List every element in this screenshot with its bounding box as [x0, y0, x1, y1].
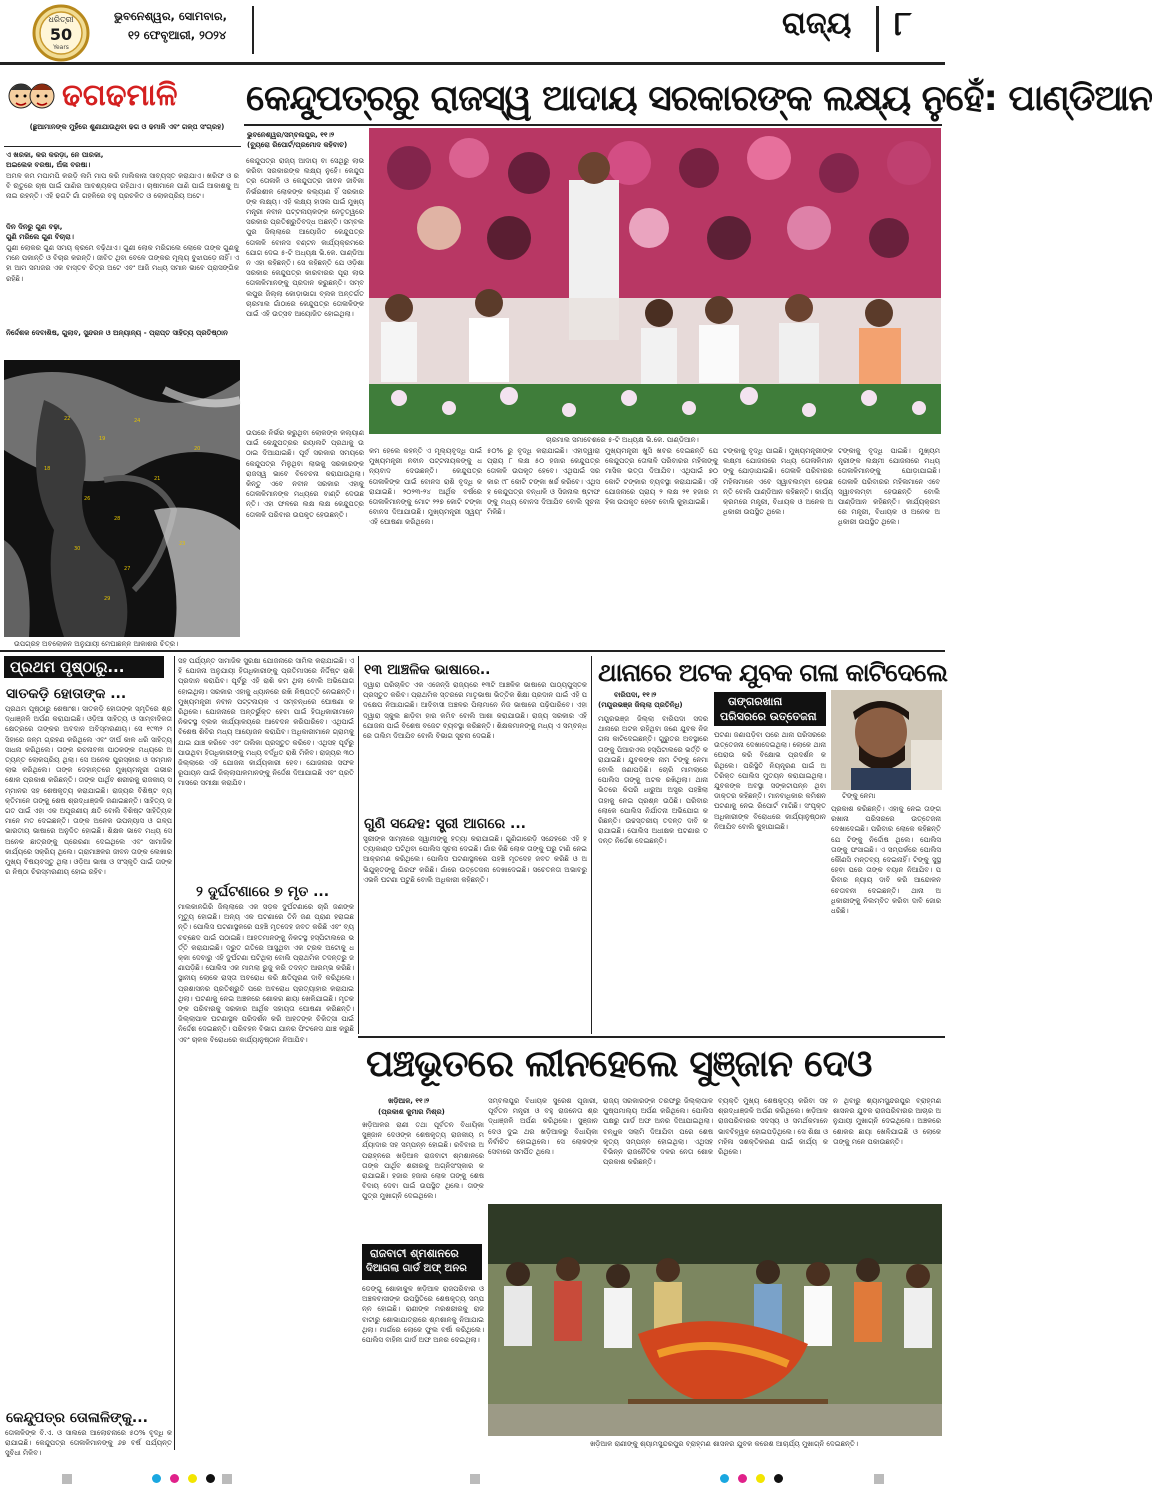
- lead-dateline: ଭୁବନେଶ୍ୱର/ସମ୍ବଲପୁର, ୧୧।୨: [247, 131, 335, 139]
- funeral-sub-line-1: ରାଜବାଟୀ ଶ୍ମଶାନରେ: [370, 1247, 459, 1260]
- funeral-col-1: ଖଡ଼ିଆଳର ରାଣୀ ତଥା ପୂର୍ବତନ ବିଧାୟିକା ସୁଞ୍ଜାନ ଦେଓଙ୍କ ଶେଷକୃତ୍ୟ ରାଜକୀୟ ମର୍ଯ୍ୟାଦାର ସହ ସମ୍ପନ୍ନ ହୋଇଛି। ରବିବାର ଅପରାହ୍ନରେ ଖଡ଼ିଆଳ ରାଜବାଟୀ ଶ୍ମଶାନରେ ତାଙ୍କ ପାର୍ଥିବ ଶରୀରକୁ ଅଗ୍ନିସଂସ୍କାର କରାଯାଇଛି। ହଜାର ହଜାର ଲୋକ ତାଙ୍କୁ ଶେଷ ବିଦାୟ ଦେବା ପାଇଁ ଉପସ୍ଥିତ ଥିଲେ। ତାଙ୍କ ପୁତ୍ର ମୁଖାଗ୍ନି ଦେଇଥିଲେ।: [362, 1121, 484, 1201]
- masthead-city-day: ଭୁବନେଶ୍ୱର, ସୋମବାର,: [114, 9, 227, 23]
- svg-text:18: 18: [44, 466, 51, 472]
- funeral-photo: [488, 1204, 942, 1436]
- lead-col-2: କମ ହେଲେ କହନ୍ତି ଏ ମୂଲ୍ୟବୃଦ୍ଧି ପାଇଁ ମୁଖ୍ୟମନ୍ତ୍ରୀ ନବୀନ ପଟ୍ଟନାୟକଙ୍କୁ ଧନ୍ୟବାଦ ଦେଉଛନ୍ତି। କେନ୍ଦୁପତ୍ର ତୋଳାଳିଙ୍କ ପାଇଁ ବୋନସ ରାଶି ବୃଦ୍ଧି କରାଯାଇଛି। ୨୦୨୩-୨୪ ଆର୍ଥିକ ବର୍ଷରେ ତୋଳାଳିମାନଙ୍କୁ ମୋଟ ୨୨୭ କୋଟି ଟଙ୍କା ବୋନସ ଦିଆଯାଉଛି। ମୁଖ୍ୟମନ୍ତ୍ରୀ ସ୍ୱୟଂ ଏହି ଘୋଷଣା କରିଥିଲେ।: [369, 447, 482, 527]
- svg-text:20: 20: [194, 446, 201, 452]
- thana-tag-line-2: ପରିସରରେ ଉତ୍ତେଜନା: [720, 710, 817, 723]
- funeral-col-5: ନ ଥିବାରୁ ଶ୍ୟାମସୁନ୍ଦରପୁର ବ୍ରାହ୍ମଣ ଶାସନର ଯୁବକ ରାଜପରିବାରର ଆଚାର ଅନୁଯାୟୀ ମୁଖାଗ୍ନି ଦେଇଥିଲେ। ଅଞ୍ଚଳରେ ଶୋକର ଛାୟା ଖେଳିଯାଇଛି ଓ ଲୋକେ ତାଙ୍କୁ ମନେ ପକାଉଛନ୍ତି।: [833, 1097, 941, 1146]
- column-body-1: ଅମଳ କମ ମପାମପି କରଡ଼ି ଲମି ମାପ କରି ମାଲିକାନା ସାବ୍ୟସ୍ତ କରାଯାଏ। ଖରିଫ ଓ ରବି ଋତୁରେ ଚାଷ ପାଇଁ ପାଣିର ଆବଶ୍ୟକତା ରହିଥାଏ। ଚାଷୀମାନେ ପାଣି ପାଇଁ ଆକାଶକୁ ଅନାଇ ରହନ୍ତି। ଏହି ଢଗଟି ଗାଁ ଗହଳିରେ ବହୁ ପ୍ରଚଳିତ ଓ ଲୋକପ୍ରିୟ ଅଟେ।: [6, 172, 239, 201]
- registration-square-left: [62, 1474, 72, 1484]
- story-kendupatra-title: କେନ୍ଦୁପତ୍ର ତୋଳାଳିଙ୍କୁ...: [6, 1410, 148, 1426]
- verse-line-3: ଦିନ ଦିନରୁ ଗୁଣ ବଢ଼ା,: [6, 223, 63, 231]
- funeral-byline: (ପ୍ରକାଶ କୁମାର ମିଶ୍ର): [378, 1108, 445, 1116]
- registration-dot-magenta-2: [738, 1474, 747, 1483]
- lead-photo-caption: ଚାରମାଲ ସମାବେଶରେ ୫-ଟି ଅଧ୍ୟକ୍ଷ ଭି.କେ. ପାଣ୍ଡିଆନ।: [546, 436, 699, 444]
- funeral-col-3: ରାଜ୍ୟ ସରକାରଙ୍କ ତରଫରୁ ଜିଲ୍ଲାପାଳ ପୁଷ୍ପମାଲ୍ୟ ଅର୍ପଣ କରିଥିଲେ। ପୋଲିସ ପକ୍ଷରୁ ଗାର୍ଡ ଅଫ ଅନର ଦିଆଯାଇଥିଲା। ବନ୍ଧୁକ ସଲାମି ଦିଆଯିବା ପରେ ଶେଷକୃତ୍ୟ ସମ୍ପନ୍ନ ହୋଇଥିଲା। ଏଥିସହ ବିଭିନ୍ନ ରାଜନୈତିକ ଦଳର ନେତା ଶୋକ ପ୍ରକାଶ କରିଛନ୍ତି।: [603, 1097, 713, 1167]
- funeral-col-4: ବ୍ୟକ୍ତି ମୁଖ୍ୟ ଶେଷକୃତ୍ୟ କରିବା ସହ ଶ୍ରଦ୍ଧାଞ୍ଜଳି ଅର୍ପଣ କରିଥିଲେ। ଖଡ଼ିଆଳ ରାଜପରିବାରର ସଦସ୍ୟ ଓ ସମର୍ଥକମାନେ ଭାବବିହ୍ୱଳ ହୋଇପଡ଼ିଥିଲେ। ସେ ଶିକ୍ଷା ଓ ମହିଳା ସଶକ୍ତିକରଣ ପାଇଁ କାର୍ଯ୍ୟ କରିଥିଲେ।: [718, 1097, 828, 1157]
- thana-tag-box: [714, 692, 826, 726]
- story-kendupatra-body: ତୋଳାଳିଙ୍କ ବି.ଏ. ଓ ସାଲରେ ଆଲୋଚନାରେ ୫୦% ବୃଦ୍ଧି କରାଯାଇଛି। କେନ୍ଦୁପତ୍ର ତୋଳାଳିମାନଙ୍କୁ ୬୭ ବର୍ଷ ପର୍ଯ୍ୟନ୍ତ ସୁବିଧା ମିଳିବ।: [5, 1429, 172, 1458]
- svg-text:Years: Years: [53, 44, 69, 51]
- svg-text:50: 50: [49, 25, 73, 44]
- story-accident-title: ୨ ଦୁର୍ଘଟଣାରେ ୭ ମୃତ ...: [196, 884, 330, 900]
- lead-col-4: ମୁଖ୍ୟମନ୍ତ୍ରୀ ଖୁସି ଖବର ଦେଇଛନ୍ତି ଯେ କେନ୍ଦୁପତ୍ର ତୋଳାଳି ପରିବାରର ମହିଳାଙ୍କୁ ମାସିକ ଭତ୍ତା ଦିଆଯିବ। ଏଥିପାଇଁ ୭୦ କୋଟି ଟଙ୍କାର ବ୍ୟବସ୍ଥା କରାଯାଇଛି। ଏହି ଯୋଜନାରେ ପ୍ରାୟ ୨ ଲକ୍ଷ ୨୧ ହଜାର ମହିଳା ଉପକୃତ ହେବେ ବୋଲି କୁହାଯାଇଛି।: [605, 447, 718, 507]
- column-intro: (ଛୁଆମାନଙ୍କ ମୁହଁରେ ଶୁଣାଯାଉଥିବା ଢଗ ଓ ଢମାଳି ଏବଂ ଗଳ୍ପ ସଂଗ୍ରହ): [29, 123, 225, 131]
- svg-text:29: 29: [104, 596, 111, 602]
- story-satkadi-title: ସାତକଡ଼ି ହୋତାଙ୍କ ...: [6, 686, 127, 702]
- lead-col-3: ୫୦% ରୁ ବୃଦ୍ଧି କରାଯାଇଛି। ଏହାଦ୍ୱାରା ପ୍ରାୟ ୮ ଲକ୍ଷ ୫୦ ହଜାର କେନ୍ଦୁପତ୍ର ତୋଳାଳି ଉପକୃତ ହେବେ। ଏଥିପାଇଁ ସରକାର ୯୮ କୋଟି ଟଙ୍କା ଖର୍ଚ୍ଚ କରିବେ। ଏଥିସହ କେନ୍ଦୁପତ୍ର ବନ୍ଧାଳି ଓ ସିଜନାଲ ଷ୍ଟାଫଙ୍କୁ ମଧ୍ୟ ବୋନସ ଦିଆଯିବ ବୋଲି ସୂଚନା ମିଳିଛି।: [487, 447, 600, 517]
- registration-square-mid-left: [222, 1474, 232, 1484]
- svg-text:19: 19: [99, 436, 106, 442]
- cartoon-faces-icon: [6, 76, 56, 118]
- thana-photo-caption: ଟିଙ୍କୁ ନେମା: [842, 792, 876, 800]
- first-page-label-box: [4, 656, 164, 678]
- verse-line-2: ଅଇଲେକ ବରଷା, ଅଁଳା ବରଷା।: [6, 161, 91, 169]
- svg-text:21: 21: [154, 476, 161, 482]
- svg-text:26: 26: [84, 496, 91, 502]
- dharitri-50-logo: [22, 3, 100, 63]
- funeral-col-2: ସମ୍ବଲପୁର ବିଧାୟକ ସୁରେଶ ପୂଜାରୀ, ପୂର୍ବତନ ମନ୍ତ୍ରୀ ଓ ବହୁ ରାଜନେତା ଶ୍ରଦ୍ଧାଞ୍ଜଳି ଅର୍ପଣ କରିଥିଲେ। ସୁଞ୍ଜାନ ଦେଓ ଦୁଇ ଥର ଖଡ଼ିଆଳରୁ ବିଧାୟିକା ନିର୍ବାଚିତ ହୋଇଥିଲେ। ସେ ଲୋକଙ୍କ ସେବାରେ ସମର୍ପିତ ଥିଲେ।: [488, 1097, 598, 1157]
- funeral-photo-caption: ଖଡ଼ିଆଳ ରାଣୀଙ୍କୁ ଶ୍ୟାମସୁନ୍ଦରପୁର ବ୍ରାହ୍ମଣ ଶାସନର ଯୁବକ କରେଶ ଆଚାର୍ଯ୍ୟ ମୁଖାଗ୍ନି ଦେଇଛନ୍ତି।: [590, 1440, 858, 1448]
- svg-text:ଧରିତ୍ରୀ: ଧରିତ୍ରୀ: [48, 15, 74, 24]
- story-middle-body: ସହ ପର୍ଯ୍ୟନ୍ତ ସାମାଜିକ ସୁରକ୍ଷା ଯୋଜନାରେ ସାମିଲ କରାଯାଇଛି। ଏହି ଯୋଜନା ଅନୁଯାୟୀ ହିତାଧିକାରୀଙ୍କୁ ପ୍ରତିମାସରେ ନିର୍ଦ୍ଦିଷ୍ଟ ରାଶି ପ୍ରଦାନ କରାଯିବ। ପୂର୍ବରୁ ଏହି ରାଶି କମ ଥିଲା ବୋଲି ଅଭିଯୋଗ ହୋଇଥିଲା। ସରକାର ଏହାକୁ ଧ୍ୟାନରେ ରଖି ନିଷ୍ପତ୍ତି ନେଇଛନ୍ତି। ମୁଖ୍ୟମନ୍ତ୍ରୀ ନବୀନ ପଟ୍ଟନାୟକ ଏ ସମ୍ବନ୍ଧରେ ଘୋଷଣା କରିଥିଲେ। ଯୋଜନାରେ ଅନ୍ତର୍ଭୁକ୍ତ ହେବା ପାଇଁ ହିତାଧିକାରୀମାନେ ନିକଟସ୍ଥ ବ୍ଲକ କାର୍ଯ୍ୟାଳୟରେ ଆବେଦନ କରିପାରିବେ। ଏଥିପାଇଁ ବିଶେଷ ଶିବିର ମଧ୍ୟ ଆୟୋଜନ କରାଯିବ। ଅଧିକାରୀମାନେ ଗ୍ରାମକୁ ଯାଇ ଯାଞ୍ଚ କରିବେ ଏବଂ ତାଲିକା ପ୍ରସ୍ତୁତ କରିବେ। ଏଥିସହ ପୂର୍ବରୁ ପାଉଥିବା ହିତାଧିକାରୀଙ୍କୁ ମଧ୍ୟ ବର୍ଦ୍ଧିତ ରାଶି ମିଳିବ। ରାଜ୍ୟର ୩୦ ଜିଲ୍ଲାରେ ଏହି ଯୋଜନା କାର୍ଯ୍ୟକାରୀ ହେବ। ଯୋଜନାର ସଫଳ ରୂପାୟନ ପାଇଁ ଜିଲ୍ଲାପାଳମାନଙ୍କୁ ନିର୍ଦ୍ଦେଶ ଦିଆଯାଇଛି ଏବଂ ପ୍ରତି ମାସରେ ସମୀକ୍ଷା କରାଯିବ।: [178, 657, 354, 788]
- funeral-dateline: ଖଡ଼ିଆଳ, ୧୧।୨: [388, 1097, 430, 1105]
- story-accident-body: ମାଲକାନଗିରି ଜିଲ୍ଲାରେ ଏକ ସଡ଼କ ଦୁର୍ଘଟଣାରେ ଚାରି ଜଣଙ୍କ ମୃତ୍ୟୁ ହୋଇଛି। ଅନ୍ୟ ଏକ ଘଟଣାରେ ତିନି ଜଣ ପ୍ରାଣ ହରାଇଛନ୍ତି। ପୋଲିସ ଘଟଣାସ୍ଥଳରେ ପହଞ୍ଚି ମୃତଦେହ ଜବତ କରିଛି ଏବଂ ବ୍ୟବଚ୍ଛେଦ ପାଇଁ ପଠାଇଛି। ଆହତମାନଙ୍କୁ ନିକଟସ୍ଥ ହସ୍ପିଟାଲରେ ଭର୍ତ୍ତି କରାଯାଇଛି। ଦ୍ରୁତ ଗତିରେ ଆସୁଥିବା ଏକ ଟ୍ରକ ଅଟୋକୁ ଧକ୍କା ଦେବାରୁ ଏହି ଦୁର୍ଘଟଣା ଘଟିଥିଲା ବୋଲି ପ୍ରାଥମିକ ତଦନ୍ତରୁ ଜଣାପଡ଼ିଛି। ପୋଲିସ ଏକ ମାମଲା ରୁଜୁ କରି ତଦନ୍ତ ଆରମ୍ଭ କରିଛି। ସ୍ଥାନୀୟ ଲୋକେ ରାସ୍ତା ଅବରୋଧ କରି କ୍ଷତିପୂରଣ ଦାବି କରିଥିଲେ। ପ୍ରଶାସନର ପ୍ରତିଶ୍ରୁତି ପରେ ଅବରୋଧ ପ୍ରତ୍ୟାହାର କରାଯାଇଥିଲା। ଘଟଣାକୁ ନେଇ ଅଞ୍ଚଳରେ ଶୋକର ଛାୟା ଖେଳିଯାଇଛି। ମୃତକଙ୍କ ପରିବାରକୁ ସରକାର ଆର୍ଥିକ ସହାୟତା ଘୋଷଣା କରିଛନ୍ତି। ଜିଲ୍ଲାପାଳ ଘଟଣାସ୍ଥଳ ପରିଦର୍ଶନ କରି ଆହତଙ୍କ ଚିକିତ୍ସା ପାଇଁ ନିର୍ଦ୍ଦେଶ ଦେଇଛନ୍ତି। ପରିବହନ ବିଭାଗ ଯାନର ଫିଟନେସ ଯାଞ୍ଚ କରୁଛି ଏବଂ ଚାଳକ ବିରୋଧରେ କାର୍ଯ୍ୟାନୁଷ୍ଠାନ ନିଆଯିବ।: [178, 903, 354, 1044]
- lead-col-1: ଉପରେ ନିର୍ଭର କରୁଥିବା ଲୋକଙ୍କ କଲ୍ୟାଣ ପାଇଁ କେନ୍ଦୁପତ୍ରର ରୟାଲଟି ପ୍ରଥାକୁ ଉଠାଇ ଦିଆଯାଇଛି। ପୂର୍ବ ସରକାର ସମୟରେ କେନ୍ଦୁପତ୍ର ମିଳୁଥିବା ଲାଭକୁ ସରକାରଙ୍କ ରାଜସ୍ୱ ଭାବେ ବିବେଚନା କରାଯାଉଥିଲା। କିନ୍ତୁ ଏବେ ନବୀନ ସରକାର ଏହାକୁ ତୋଳାଳିମାନଙ୍କ ମଧ୍ୟରେ ବାଣ୍ଟି ଦେଉଛନ୍ତି। ଏହା ଫଳରେ ଲକ୍ଷ ଲକ୍ଷ କେନ୍ଦୁପତ୍ର ତୋଳାଳି ପରିବାର ଉପକୃତ ହେଉଛନ୍ତି।: [246, 429, 364, 519]
- column-body-2: ଗୁଣୀ ଲୋକର ଗୁଣ ସମୟ କ୍ରମେ ବଢ଼ିଥାଏ। ଗୁଣୀ ଲୋକ ମରିଗଲେ ଲୋକେ ତାଙ୍କ ଗୁଣକୁ ମନେ ପକାନ୍ତି ଓ ବିଚାର କରନ୍ତି। ଜୀବିତ ଥିବା ବେଳେ ତାଙ୍କର ମୂଲ୍ୟ ବୁଝାପଡ଼େ ନାହିଁ। ଏହା ଆମ ସମାଜର ଏକ ବାସ୍ତବ ଚିତ୍ର ଅଟେ ଏବଂ ଆଜି ମଧ୍ୟ ସମାନ ଭାବେ ପ୍ରାସଙ୍ଗିକ ରହିଛି।: [6, 244, 239, 283]
- svg-text:22: 22: [64, 416, 71, 422]
- lead-byline: (ବ୍ୟୁରୋ ରିପୋର୍ଟ/ପ୍ରମୋଦ କହିବାଚ): [247, 141, 348, 149]
- thana-headline: ଥାନାରେ ଅଟକ ଯୁବକ ଗଳା କାଟିଦେଲେ: [598, 658, 947, 687]
- first-page-label: ପ୍ରଥମ ପୃଷ୍ଠାରୁ...: [10, 658, 125, 676]
- verse-line-4: ଗୁଣି ମରିଲେ ଗୁଣ ବିଚାରା।: [6, 233, 74, 241]
- registration-dot-magenta: [170, 1474, 179, 1483]
- thana-dateline: ବାରିପଦା, ୧୧।୨: [614, 691, 657, 699]
- lead-col-6: [838, 446, 940, 636]
- story-guni-body: ସ୍ତ୍ରୀଙ୍କ ସାମ୍ନାରେ ସ୍ୱାମୀଙ୍କୁ ହତ୍ୟା କରାଯାଇଛି। ଗୁଣିଗାରେଡ଼ି ସନ୍ଦେହରେ ଏହି ହତ୍ୟାକାଣ୍ଡ ଘଟିଥିବା ପୋଲିସ ସୂଚନା ଦେଇଛି। ଗାଁର କିଛି ଲୋକ ତାଙ୍କୁ ଘରୁ ଟାଣି ନେଇ ଆକ୍ରମଣ କରିଥିଲେ। ପୋଲିସ ଘଟଣାସ୍ଥଳରେ ପହଞ୍ଚି ମୃତଦେହ ଜବତ କରିଛି ଓ ଅଭିଯୁକ୍ତଙ୍କୁ ଗିରଫ କରିଛି। ଗାଁରେ ଉତ୍ତେଜନା ଦେଖାଦେଇଛି। ସଚେତନତା ଅଭାବରୁ ଏଭଳି ଘଟଣା ଘଟୁଛି ବୋଲି ଅଧିକାରୀ କହିଛନ୍ତି।: [363, 835, 587, 884]
- thana-col-2: ଘଟଣା ଜଣାପଡ଼ିବା ପରେ ଥାନା ପରିସରରେ ଉତ୍ତେଜନା ଦେଖାଦେଇଥିଲା। ଲୋକେ ଥାନା ଘେରାଉ କରି ବିକ୍ଷୋଭ ପ୍ରଦର୍ଶନ କରିଥିଲେ। ପରିସ୍ଥିତି ନିୟନ୍ତ୍ରଣ ପାଇଁ ଅତିରିକ୍ତ ପୋଲିସ ମୁତୟନ କରାଯାଇଥିଲା। ଯୁବକଙ୍କ ଅବସ୍ଥା ସଙ୍କଟାପନ୍ନ ଥିବା ଡାକ୍ତର କହିଛନ୍ତି। ମାନବାଧିକାର କମିଶନ ଘଟଣାକୁ ନେଇ ରିପୋର୍ଟ ମାଗିଛି। ସଂପୃକ୍ତ ଅଧିକାରୀଙ୍କ ବିରୋଧରେ କାର୍ଯ୍ୟାନୁଷ୍ଠାନ ନିଆଯିବ ବୋଲି କୁହାଯାଇଛି।: [714, 731, 826, 831]
- funeral-headline: ପଞ୍ଚଭୂତରେ ଲୀନହେଲେ ସୁଞ୍ଜାନ ଦେଓ: [366, 1042, 872, 1085]
- thana-tag-line-1: ତାଙ୍ଗରଖାନା: [728, 695, 783, 708]
- svg-text:28: 28: [114, 516, 121, 522]
- registration-square-center: [470, 1474, 480, 1484]
- story-13-languages-title: ୧୩ ଆଞ୍ଚଳିକ ଭାଷାରେ..: [364, 662, 491, 678]
- thana-victim-photo: [831, 690, 942, 790]
- registration-dot-yellow: [188, 1474, 197, 1483]
- section-label: ରାଜ୍ୟ: [782, 6, 852, 41]
- funeral-sub-box: [362, 1244, 482, 1280]
- column-title: ଢଗଢମାଳି: [62, 78, 178, 113]
- registration-dot-yellow-2: [756, 1474, 765, 1483]
- thana-col-3: ପ୍ରକାଶ କରିଛନ୍ତି। ଏହାକୁ ନେଇ ତାଙ୍ଗରଖାନା ପରିସରରେ ଉତ୍ତେଜନା ଦେଖାଦେଇଛି। ପରିବାର ଲୋକେ କହିଛନ୍ତି ଯେ ଟିଙ୍କୁ ନିର୍ଦ୍ଦୋଷ ଥିଲେ। ପୋଲିସ ତାଙ୍କୁ ଫସାଇଛି। ଏ ସମ୍ପର୍କରେ ପୋଲିସ କୌଣସି ମନ୍ତବ୍ୟ ଦେଇନାହିଁ। ଟିଙ୍କୁ ସୁସ୍ଥ ହେବା ପରେ ତାଙ୍କ ବୟାନ ନିଆଯିବ। ପରିବାର ନ୍ୟାୟ ଦାବି କରି ଆନ୍ଦୋଳନ ଚେତାବନୀ ଦେଇଛନ୍ତି। ଥାନା ଅଧିକାରୀଙ୍କୁ ନିଲମ୍ବିତ କରିବା ଦାବି ଜୋର ଧରିଛି।: [831, 805, 941, 916]
- registration-square-right: [874, 1474, 884, 1484]
- svg-text:27: 27: [124, 566, 131, 572]
- story-satkadi-body: ପ୍ରଥମ ପୃଷ୍ଠାରୁ ଶେଷାଂଶ। ସାତକଡ଼ି ହୋତାଙ୍କ ସ୍ମୃତିରେ ଶ୍ରଦ୍ଧାଞ୍ଜଳି ଅର୍ପଣ କରାଯାଇଛି। ଓଡ଼ିଆ ସାହିତ୍ୟ ଓ ସାମ୍ବାଦିକତା କ୍ଷେତ୍ରରେ ତାଙ୍କର ଅବଦାନ ଅବିସ୍ମରଣୀୟ। ସେ ୧୯୩୨ ମସିହାରେ ଜନ୍ମ ଗ୍ରହଣ କରିଥିଲେ ଏବଂ ଦୀର୍ଘ କାଳ ଧରି ସାହିତ୍ୟ ସାଧନା କରିଥିଲେ। ତାଙ୍କ ରଚନାବଳୀ ପାଠକଙ୍କ ମଧ୍ୟରେ ଅତ୍ୟନ୍ତ ଲୋକପ୍ରିୟ ଥିଲା। ସେ ଅନେକ ପୁରସ୍କାର ଓ ସମ୍ମାନ ଲାଭ କରିଥିଲେ। ତାଙ୍କ ଦେହାନ୍ତରେ ମୁଖ୍ୟମନ୍ତ୍ରୀ ଗଭୀର ଶୋକ ପ୍ରକାଶ କରିଛନ୍ତି। ତାଙ୍କ ପାର୍ଥିବ ଶରୀରକୁ ରାଜକୀୟ ସମ୍ମାନର ସହ ଶେଷକୃତ୍ୟ କରାଯାଇଛି। ରାଜ୍ୟର ବିଶିଷ୍ଟ ବ୍ୟକ୍ତିମାନେ ତାଙ୍କୁ ଶେଷ ଶ୍ରଦ୍ଧାଞ୍ଜଳି ଜଣାଇଛନ୍ତି। ସାହିତ୍ୟ ଜଗତ ପାଇଁ ଏହା ଏକ ଅପୂରଣୀୟ କ୍ଷତି ବୋଲି ବିଶିଷ୍ଟ ସାହିତ୍ୟିକମାନେ ମତ ଦେଇଛନ୍ତି। ତାଙ୍କ ଅନେକ ଉପନ୍ୟାସ ଓ ଗଳ୍ପ ଭାରତୀୟ ଭାଷାରେ ଅନୁଦିତ ହୋଇଛି। ଶିକ୍ଷକ ଭାବେ ମଧ୍ୟ ସେ ଅନେକ ଛାତ୍ରଙ୍କୁ ପ୍ରେରଣା ଦେଇଥିଲେ ଏବଂ ସାମାଜିକ କାର୍ଯ୍ୟରେ ସକ୍ରିୟ ଥିଲେ। ଗ୍ରାମାଞ୍ଚଳର ଜୀବନ ତାଙ୍କ ଲେଖାର ମୁଖ୍ୟ ବିଷୟବସ୍ତୁ ଥିଲା। ଓଡ଼ିଆ ଭାଷା ଓ ସଂସ୍କୃତି ପାଇଁ ତାଙ୍କର ନିଷ୍ଠା ଚିରସ୍ମରଣୀୟ ହୋଇ ରହିବ।: [5, 705, 172, 877]
- verse-line-1: ଏ ଖରକା, କର କରଡ଼ା, ନେ ପାରକା,: [6, 151, 104, 159]
- svg-text:24: 24: [134, 418, 141, 424]
- satellite-image: [4, 360, 240, 637]
- thana-col-1: ମୟୂରଭଞ୍ଜ ଜିଲ୍ଲା ବାରିପଦା ସଦର ଥାନାରେ ଅଟକ ରହିଥିବା ଜଣେ ଯୁବକ ନିଜ ଗଳା କାଟିଦେଇଛନ୍ତି। ଗୁରୁତର ଅବସ୍ଥାରେ ତାଙ୍କୁ ପିଆରଏଲ ହସ୍ପିଟାଲରେ ଭର୍ତ୍ତି କରାଯାଇଛି। ଯୁବକଙ୍କ ନାମ ଟିଙ୍କୁ ନେମା ବୋଲି ଜଣାପଡ଼ିଛି। ଚୋରି ମାମଲାରେ ପୋଲିସ ତାଙ୍କୁ ଅଟକ ରଖିଥିଲା। ଥାନା ଭିତରେ କିପରି ଧାରୁଆ ଅସ୍ତ୍ର ପହଞ୍ଚିଲା ତାହାକୁ ନେଇ ପ୍ରଶ୍ନ ଉଠିଛି। ପରିବାର ଲୋକେ ପୋଲିସ ନିର୍ଯାତନା ଅଭିଯୋଗ କରିଛନ୍ତି। ଉଚ୍ଚସ୍ତରୀୟ ତଦନ୍ତ ଦାବି କରାଯାଇଛି। ପୋଲିସ ଅଧୀକ୍ଷକ ଘଟଣାର ତଦନ୍ତ ନିର୍ଦ୍ଦେଶ ଦେଇଛନ୍ତି।: [598, 715, 708, 846]
- lead-col-6-text: ଟଙ୍କାକୁ ବୃଦ୍ଧି ପାଇଛି। ମୁଖ୍ୟମନ୍ତ୍ରୀଙ୍କ ଲକ୍ଷ୍ମୀ ଯୋଜନାରେ ମଧ୍ୟ ତୋଳାଳିମାନଙ୍କୁ ଯୋଡ଼ାଯାଇଛି। ତୋଳାଳି ପରିବାରର ମହିଳାମାନେ ଏବେ ସ୍ୱାବଲମ୍ବୀ ହେଉଛନ୍ତି ବୋଲି ପାଣ୍ଡିଆନ କହିଛନ୍ତି। କାର୍ଯ୍ୟକ୍ରମରେ ମନ୍ତ୍ରୀ, ବିଧାୟକ ଓ ଅନେକ ଅଧିକାରୀ ଉପସ୍ଥିତ ଥିଲେ।: [838, 447, 940, 527]
- registration-dot-cyan-2: [720, 1474, 729, 1483]
- registration-dot-black: [206, 1474, 215, 1483]
- masthead: [0, 0, 945, 66]
- page-number: ୮: [894, 4, 912, 44]
- column-dhaga-dhamali: [4, 70, 241, 355]
- svg-text:30: 30: [74, 546, 81, 552]
- lead-col-5: ଟଙ୍କାକୁ ବୃଦ୍ଧି ପାଇଛି। ମୁଖ୍ୟମନ୍ତ୍ରୀଙ୍କ ଲକ୍ଷ୍ମୀ ଯୋଜନାରେ ମଧ୍ୟ ତୋଳାଳିମାନଙ୍କୁ ଯୋଡ଼ାଯାଇଛି। ତୋଳାଳି ପରିବାରର ମହିଳାମାନେ ଏବେ ସ୍ୱାବଲମ୍ବୀ ହେଉଛନ୍ତି ବୋଲି ପାଣ୍ଡିଆନ କହିଛନ୍ତି। କାର୍ଯ୍ୟକ୍ରମରେ ମନ୍ତ୍ରୀ, ବିଧାୟକ ଓ ଅନେକ ଅଧିକାରୀ ଉପସ୍ଥିତ ଥିଲେ।: [723, 447, 833, 517]
- registration-strip: [0, 1462, 945, 1497]
- lead-photo: [369, 128, 941, 434]
- lead-headline: କେନ୍ଦୁପତ୍ରରୁ ରାଜସ୍ୱ ଆଦାୟ ସରକାରଙ୍କ ଲକ୍ଷ୍ୟ ନୁହେଁ: ପାଣ୍ଡିଆନ: [246, 78, 1152, 119]
- story-13-languages-body: ଦ୍ୱାରା ପରିଚାଳିତ ଏକ ଏଜେନ୍ସି ରାଜ୍ୟରେ ୧୩ଟି ଆଞ୍ଚଳିକ ଭାଷାରେ ପାଠ୍ୟପୁସ୍ତକ ପ୍ରସ୍ତୁତ କରିବ। ପ୍ରାଥମିକ ସ୍ତରରେ ମାତୃଭାଷା ଭିତ୍ତିକ ଶିକ୍ଷା ପ୍ରଦାନ ପାଇଁ ଏହି ପଦକ୍ଷେପ ନିଆଯାଇଛି। ଆଦିବାସୀ ଅଞ୍ଚଳର ପିଲାମାନେ ନିଜ ଭାଷାରେ ପଢ଼ିପାରିବେ। ଏହା ଦ୍ୱାରା ସ୍କୁଲ ଛାଡ଼ିବା ହାର କମିବ ବୋଲି ଆଶା କରାଯାଉଛି। ରାଜ୍ୟ ସରକାର ଏହି ଯୋଜନା ପାଇଁ ବିଶେଷ ବଜେଟ ବ୍ୟବସ୍ଥା କରିଛନ୍ତି। ଶିକ୍ଷକମାନଙ୍କୁ ମଧ୍ୟ ଏ ସମ୍ବନ୍ଧରେ ତାଲିମ ଦିଆଯିବ ବୋଲି ବିଭାଗ ସୂଚନା ଦେଇଛି।: [363, 681, 587, 741]
- story-guni-title: ଗୁଣି ସନ୍ଦେହ: ସ୍ତ୍ରୀ ଆଗରେ ...: [364, 816, 526, 832]
- lead-intro: କେନ୍ଦୁପତ୍ର ରାଜ୍ୟ ଆଦାୟ ବା ସେଥିରୁ ଲାଭ କରିବା ସରକାରଙ୍କ ଲକ୍ଷ୍ୟ ନୁହେଁ। କେନ୍ଦୁପତ୍ର ତୋଳାଳି ଓ କେନ୍ଦୁପତ୍ର ଜୀବନ ଜୀବିକା ନିର୍ଭରଶୀଳ ଲୋକଙ୍କ କଲ୍ୟାଣ ହିଁ ସରକାରଙ୍କ ଲକ୍ଷ୍ୟ। ଏହି ଲକ୍ଷ୍ୟ ହାସଲ ପାଇଁ ମୁଖ୍ୟମନ୍ତ୍ରୀ ନବୀନ ପଟ୍ଟନାୟକଙ୍କ ନେତୃତ୍ୱରେ ସରକାର ପ୍ରତିଶ୍ରୁତିବଦ୍ଧ ଅଛନ୍ତି। ସମ୍ବଲପୁର ଜିଲ୍ଲାରେ ଆୟୋଜିତ କେନ୍ଦୁପତ୍ର ତୋଳାଳି ବୋନସ ବଣ୍ଟନ କାର୍ଯ୍ୟକ୍ରମରେ ଯୋଗ ଦେଇ ୫-ଟି ଅଧ୍ୟକ୍ଷ ଭି.କେ. ପାଣ୍ଡିଆନ ଏହା କହିଛନ୍ତି। ସେ କହିଛନ୍ତି ଯେ ଓଡ଼ିଶା ସରକାର କେନ୍ଦୁପତ୍ର କାରବାରର ପୂରା ଲାଭ ତୋଳାଳିମାନଙ୍କୁ ପ୍ରଦାନ କରୁଛନ୍ତି। ସମ୍ବଲପୁର ଜିଲ୍ଲା କୋଡ଼ାଭାଗା ବ୍ଲକ ଅନ୍ତର୍ଗତ ଚାରମାଲ ଗାଁଠାରେ କେନ୍ଦୁପତ୍ର ତୋଳାଳିଙ୍କ ପାଇଁ ଏହି ଉତ୍ସବ ଆୟୋଜିତ ହୋଇଥିଲା।: [246, 157, 364, 319]
- column-credit: ନିର୍ଦ୍ଦେଶକ ଦେବାଶିଷ, ଗୁଲାବ, ସୁନ୍ଦରନ ଓ ଅନ୍ୟାନ୍ୟ - ପ୍ରାପ୍ତ ସାହିତ୍ୟ ପ୍ରତିଷ୍ଠାନ: [6, 329, 228, 337]
- funeral-sub-body: ଡେଙ୍ଗୁ ଶୋକାକୁଳ ଖଡ଼ିଆଳ ରାଜପରିବାର ଓ ଅଞ୍ଚଳବାସୀଙ୍କ ଉପସ୍ଥିତିରେ ଶେଷକୃତ୍ୟ ସମ୍ପନ୍ନ ହୋଇଛି। ରାଣୀଙ୍କ ମରଶରୀରକୁ ରାଜବାଟୀରୁ ଶୋଭାଯାତ୍ରାରେ ଶ୍ମଶାନକୁ ନିଆଯାଇଥିଲା। ମାର୍ଗରେ ଲୋକେ ଫୁଲ ବର୍ଷା କରିଥିଲେ। ପୋଲିସ ବାହିନୀ ଗାର୍ଡ ଅଫ ଅନର ଦେଇଥିଲା।: [362, 1285, 484, 1345]
- satellite-caption: ଉପଗ୍ରହ ଅବଲୋକନ ଅନୁଯାୟୀ ମେଘାଛନ୍ନ ଆକାଶର ଚିତ୍ର।: [14, 640, 179, 648]
- thana-byline: (ମୟୂରଭଞ୍ଜ ଜିଲ୍ଲା ପ୍ରତିନିଧି): [598, 701, 683, 709]
- registration-dot-cyan: [152, 1474, 161, 1483]
- svg-text:23: 23: [179, 541, 186, 547]
- funeral-sub-line-2: ଦିଆଗଲା ଗାର୍ଡ ଅଫ୍ ଅନର: [366, 1263, 467, 1274]
- masthead-date: ୧୨ ଫେବୃଆରୀ, ୨୦୨୪: [128, 28, 227, 42]
- registration-dot-black-2: [774, 1474, 783, 1483]
